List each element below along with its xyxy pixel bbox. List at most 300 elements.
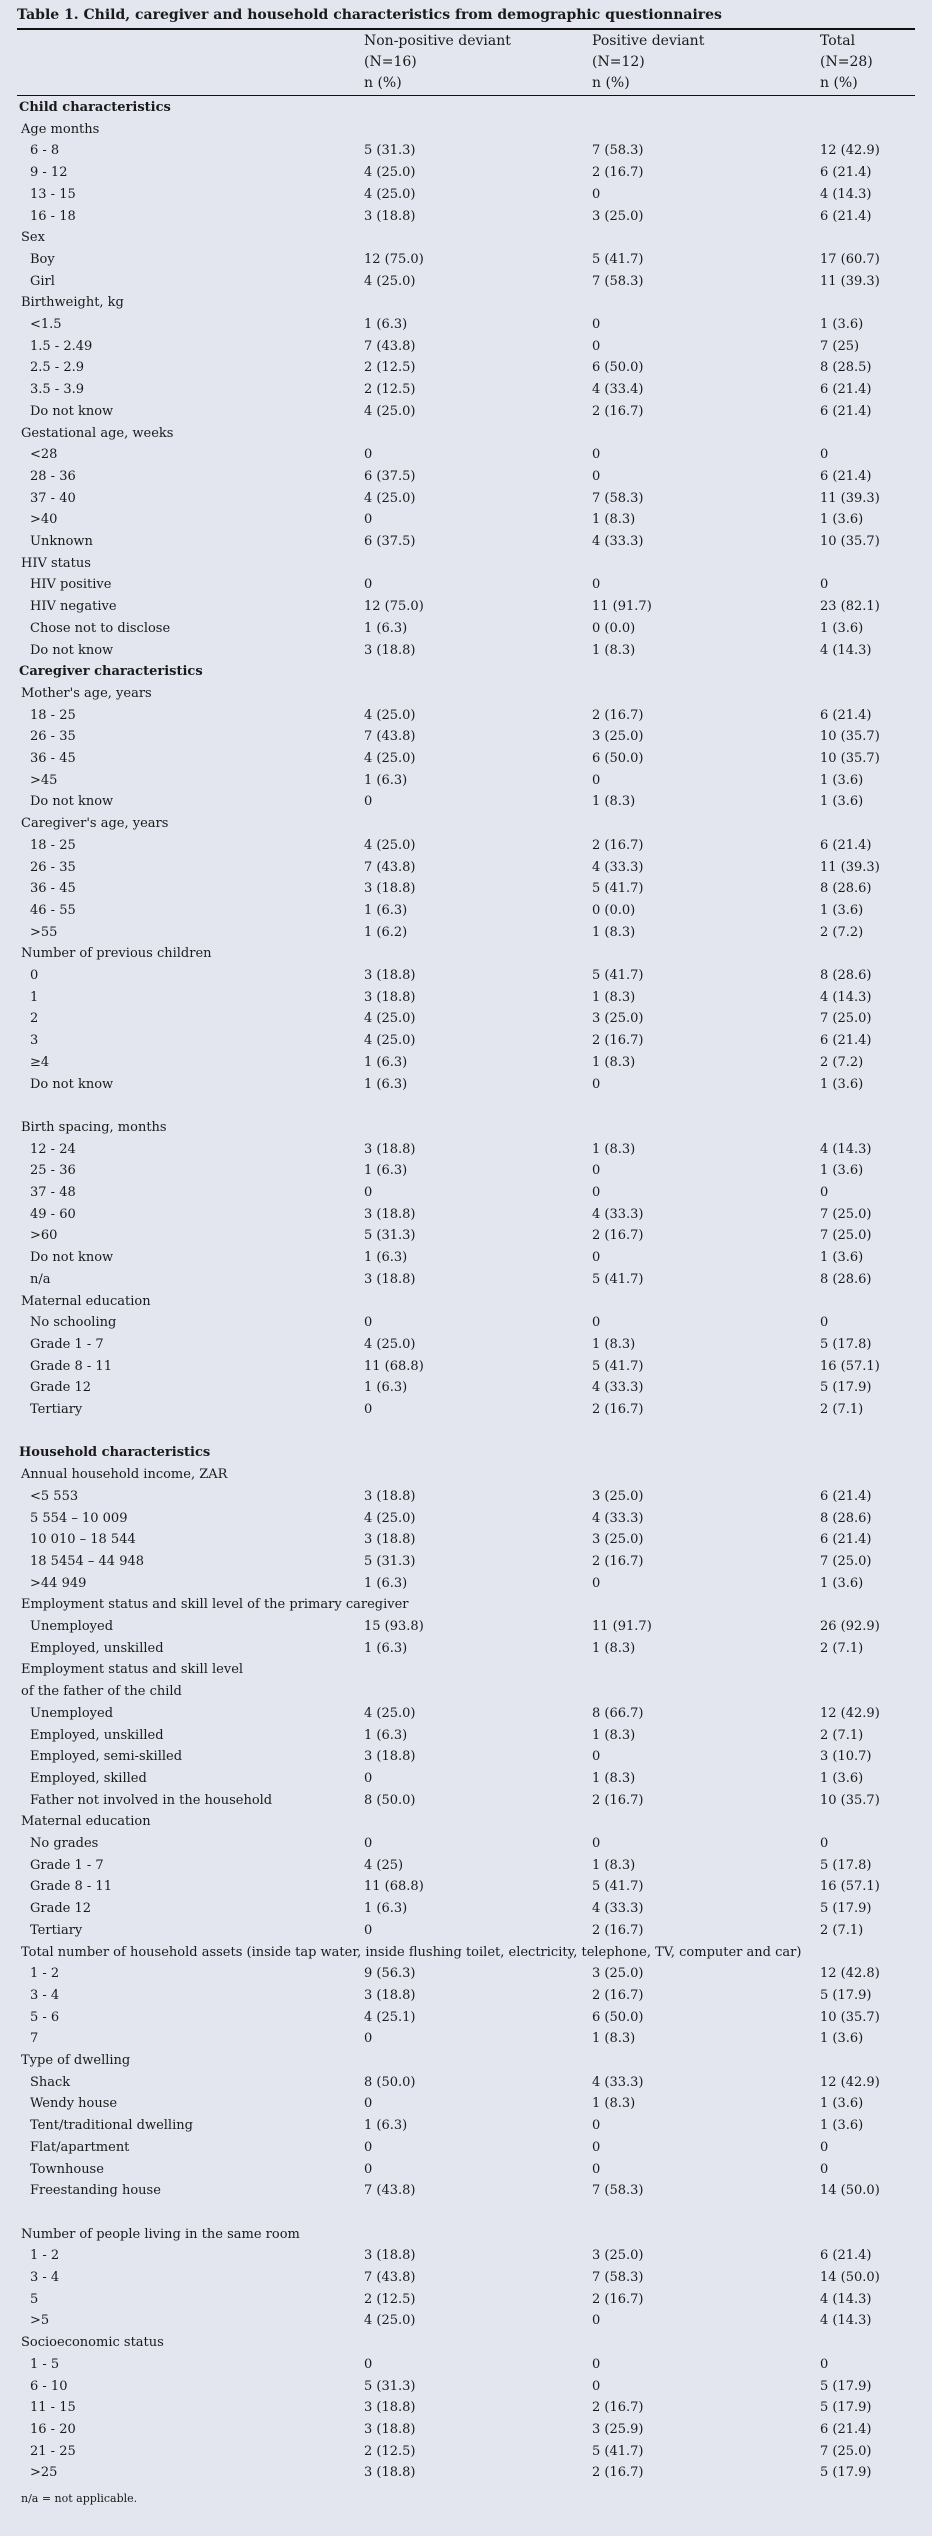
row-label: Do not know xyxy=(30,642,114,658)
non-positive-deviant-cell: 0 xyxy=(364,2161,373,2177)
table-row xyxy=(0,1963,932,1985)
row-label: 37 - 40 xyxy=(30,490,76,506)
non-positive-deviant-cell: 7 (43.8) xyxy=(364,338,416,354)
total-cell: 14 (50.0) xyxy=(820,2183,880,2199)
row-label: Total number of household assets (inside tap water, inside flushing toilet, electricity, telephone, TV, computer and car) xyxy=(21,1944,802,1960)
positive-deviant-cell: 0 xyxy=(592,338,601,354)
positive-deviant-cell: 0 xyxy=(592,1836,601,1851)
non-positive-deviant-cell: 1 (6.3) xyxy=(364,1054,408,1070)
non-positive-deviant-cell: 4 (25.0) xyxy=(364,751,416,766)
table-row xyxy=(0,184,932,206)
row-label: 3 xyxy=(30,1033,39,1049)
positive-deviant-cell: 2 (16.7) xyxy=(592,837,644,853)
table-row xyxy=(0,965,932,987)
total-cell: 26 (92.9) xyxy=(820,1619,880,1634)
total-cell: 5 (17.8) xyxy=(820,1336,872,1352)
table-row xyxy=(0,314,932,336)
table-row xyxy=(0,466,932,488)
row-label: Household characteristics xyxy=(19,1445,211,1461)
row-label: >44 949 xyxy=(30,1575,87,1591)
total-cell: 6 (21.4) xyxy=(820,1033,872,1049)
row-label: Freestanding house xyxy=(30,2183,161,2199)
non-positive-deviant-cell: 12 (75.0) xyxy=(364,599,424,615)
positive-deviant-cell: 0 xyxy=(592,2118,601,2134)
total-cell: 7 (25) xyxy=(820,338,860,354)
total-cell: 5 (17.9) xyxy=(820,2400,872,2416)
positive-deviant-cell: 1 (8.3) xyxy=(592,1727,636,1743)
total-cell: 7 (25.0) xyxy=(820,1011,872,1027)
non-positive-deviant-cell: 3 (18.8) xyxy=(364,989,416,1005)
total-cell: 6 (21.4) xyxy=(820,1488,872,1504)
positive-deviant-cell: 4 (33.3) xyxy=(592,1901,644,1917)
non-positive-deviant-cell: 1 (6.3) xyxy=(364,1640,408,1656)
category-heading-row xyxy=(0,683,932,705)
row-label: Grade 8 - 11 xyxy=(30,1358,112,1374)
table-row xyxy=(0,1703,932,1725)
category-heading-row xyxy=(0,1681,932,1703)
non-positive-deviant-cell: 4 (25.0) xyxy=(364,403,416,419)
non-positive-deviant-cell: 1 (6.3) xyxy=(364,1380,408,1396)
table-row xyxy=(0,401,932,423)
row-label: Employment status and skill level of the primary caregiver xyxy=(21,1597,409,1613)
positive-deviant-cell: 5 (41.7) xyxy=(592,881,644,897)
non-positive-deviant-cell: 1 (6.3) xyxy=(364,902,408,918)
table-row xyxy=(0,1898,932,1920)
total-cell: 11 (39.3) xyxy=(820,490,880,506)
row-label: Birth spacing, months xyxy=(21,1119,167,1135)
row-label: ≥4 xyxy=(30,1054,50,1070)
non-positive-deviant-cell: 5 (31.3) xyxy=(364,1553,416,1569)
row-label: No grades xyxy=(30,1836,99,1851)
row-label: Unknown xyxy=(30,534,93,549)
positive-deviant-cell: 0 xyxy=(592,2356,601,2372)
table-row xyxy=(0,878,932,900)
category-heading-row xyxy=(0,1659,932,1681)
positive-deviant-cell: 3 (25.0) xyxy=(592,1011,644,1027)
table-row xyxy=(0,1008,932,1030)
non-positive-deviant-cell: 3 (18.8) xyxy=(364,2421,416,2437)
total-cell: 5 (17.9) xyxy=(820,1987,872,2003)
non-positive-deviant-cell: 4 (25) xyxy=(364,1857,404,1873)
positive-deviant-cell: 0 xyxy=(592,1076,601,1092)
category-heading-row xyxy=(0,119,932,141)
non-positive-deviant-cell: 1 (6.2) xyxy=(364,924,408,940)
table-row xyxy=(0,1833,932,1855)
total-cell: 1 (3.6) xyxy=(820,512,864,528)
table-row xyxy=(0,2137,932,2159)
positive-deviant-cell: 0 (0.0) xyxy=(592,620,636,636)
non-positive-deviant-cell: 0 xyxy=(364,1770,373,1786)
table-row xyxy=(0,987,932,1009)
row-label: Grade 8 - 11 xyxy=(30,1879,112,1895)
non-positive-deviant-cell: 1 (6.3) xyxy=(364,1575,408,1591)
positive-deviant-cell: 5 (41.7) xyxy=(592,251,644,267)
row-label: Employed, unskilled xyxy=(30,1640,164,1656)
row-label: 2 xyxy=(30,1011,39,1027)
positive-deviant-cell: 1 (8.3) xyxy=(592,1770,636,1786)
total-cell: 2 (7.1) xyxy=(820,1640,864,1656)
positive-deviant-cell: 1 (8.3) xyxy=(592,1640,636,1656)
positive-deviant-cell: 0 xyxy=(592,1163,601,1179)
positive-deviant-cell: 2 (16.7) xyxy=(592,2291,644,2307)
positive-deviant-cell: 0 xyxy=(592,772,601,788)
category-heading-row xyxy=(0,1464,932,1486)
table-row xyxy=(0,726,932,748)
table-row xyxy=(0,206,932,228)
non-positive-deviant-cell: 3 (18.8) xyxy=(364,1987,416,2003)
non-positive-deviant-cell: 1 (6.3) xyxy=(364,317,408,332)
row-label: 36 - 45 xyxy=(30,751,76,766)
positive-deviant-cell: 2 (16.7) xyxy=(592,1553,644,1569)
total-cell: 10 (35.7) xyxy=(820,729,880,745)
table-row xyxy=(0,140,932,162)
row-label: Age months xyxy=(21,121,100,137)
total-cell: 0 xyxy=(820,1315,829,1331)
row-label: Grade 12 xyxy=(30,1380,92,1396)
row-label: 13 - 15 xyxy=(30,186,76,202)
table-row xyxy=(0,249,932,271)
row-label: 1 - 2 xyxy=(30,1966,60,1982)
total-cell: 1 (3.6) xyxy=(820,620,864,636)
table-row xyxy=(0,2180,932,2202)
positive-deviant-cell: 7 (58.3) xyxy=(592,490,644,506)
positive-deviant-cell: 1 (8.3) xyxy=(592,1857,636,1873)
row-label: >55 xyxy=(30,924,58,940)
non-positive-deviant-cell: 0 xyxy=(364,2139,373,2155)
non-positive-deviant-cell: 1 (6.3) xyxy=(364,1250,408,1266)
row-label: Employed, skilled xyxy=(30,1770,147,1786)
total-cell: 5 (17.9) xyxy=(820,1380,872,1396)
non-positive-deviant-cell: 2 (12.5) xyxy=(364,360,416,376)
column-header-3-count: (N=28) xyxy=(820,54,873,70)
total-cell: 12 (42.9) xyxy=(820,2074,880,2090)
non-positive-deviant-cell: 1 (6.3) xyxy=(364,2118,408,2134)
total-cell: 14 (50.0) xyxy=(820,2270,880,2285)
row-label: Unemployed xyxy=(30,1619,114,1634)
table-row xyxy=(0,1920,932,1942)
total-cell: 6 (21.4) xyxy=(820,1532,872,1548)
positive-deviant-cell: 1 (8.3) xyxy=(592,512,636,528)
total-cell: 7 (25.0) xyxy=(820,1228,872,1244)
total-cell: 12 (42.8) xyxy=(820,1966,880,1982)
positive-deviant-cell: 0 xyxy=(592,577,601,593)
column-header-1-count: (N=16) xyxy=(364,54,417,70)
positive-deviant-cell: 0 xyxy=(592,1575,601,1591)
table-row xyxy=(0,1182,932,1204)
non-positive-deviant-cell: 3 (18.8) xyxy=(364,2400,416,2416)
category-heading-row xyxy=(0,423,932,445)
non-positive-deviant-cell: 15 (93.8) xyxy=(364,1619,424,1634)
row-label: 2.5 - 2.9 xyxy=(30,360,85,376)
row-label: 36 - 45 xyxy=(30,881,76,897)
table-row xyxy=(0,2093,932,2115)
table-row xyxy=(0,1876,932,1898)
row-label: Grade 1 - 7 xyxy=(30,1857,104,1873)
positive-deviant-cell: 4 (33.3) xyxy=(592,1510,644,1526)
category-heading-row xyxy=(0,2224,932,2246)
row-label: Shack xyxy=(30,2074,71,2090)
positive-deviant-cell: 4 (33.3) xyxy=(592,1380,644,1396)
non-positive-deviant-cell: 0 xyxy=(364,794,373,810)
non-positive-deviant-cell: 3 (18.8) xyxy=(364,1532,416,1548)
category-heading-row xyxy=(0,227,932,249)
total-cell: 6 (21.4) xyxy=(820,208,872,224)
column-header-3-name: Total xyxy=(820,33,856,49)
non-positive-deviant-cell: 0 xyxy=(364,1402,373,1417)
row-label: 16 - 20 xyxy=(30,2421,76,2437)
total-cell: 1 (3.6) xyxy=(820,317,864,332)
row-label: 18 5454 – 44 948 xyxy=(30,1553,145,1569)
total-cell: 10 (35.7) xyxy=(820,1792,880,1808)
table-row xyxy=(0,1790,932,1812)
positive-deviant-cell: 1 (8.3) xyxy=(592,989,636,1005)
table-footnote: n/a = not applicable. xyxy=(21,2492,138,2505)
non-positive-deviant-cell: 5 (31.3) xyxy=(364,2378,416,2394)
row-label: 1 - 2 xyxy=(30,2248,60,2264)
positive-deviant-cell: 0 (0.0) xyxy=(592,902,636,918)
row-label: Mother's age, years xyxy=(21,685,152,701)
row-label: HIV positive xyxy=(30,577,112,593)
total-cell: 3 (10.7) xyxy=(820,1749,872,1765)
positive-deviant-cell: 0 xyxy=(592,2313,601,2329)
non-positive-deviant-cell: 4 (25.0) xyxy=(364,490,416,506)
non-positive-deviant-cell: 4 (25.0) xyxy=(364,1705,416,1721)
row-label: 7 xyxy=(30,2031,39,2047)
total-cell: 0 xyxy=(820,2139,829,2155)
non-positive-deviant-cell: 0 xyxy=(364,2096,373,2112)
positive-deviant-cell: 2 (16.7) xyxy=(592,707,644,723)
non-positive-deviant-cell: 4 (25.0) xyxy=(364,707,416,723)
table-row xyxy=(0,336,932,358)
non-positive-deviant-cell: 4 (25.0) xyxy=(364,165,416,181)
positive-deviant-cell: 4 (33.3) xyxy=(592,859,644,875)
category-heading-row xyxy=(0,553,932,575)
table-row xyxy=(0,1139,932,1161)
table-row xyxy=(0,922,932,944)
table-row xyxy=(0,162,932,184)
section-heading-row xyxy=(0,1442,932,1464)
table-row xyxy=(0,1573,932,1595)
section-heading-row xyxy=(0,97,932,119)
total-cell: 17 (60.7) xyxy=(820,251,880,267)
positive-deviant-cell: 2 (16.7) xyxy=(592,1987,644,2003)
non-positive-deviant-cell: 0 xyxy=(364,447,373,463)
table-row xyxy=(0,2159,932,2181)
row-label: Caregiver characteristics xyxy=(19,664,203,680)
row-label: <28 xyxy=(30,447,58,463)
positive-deviant-cell: 5 (41.7) xyxy=(592,1271,644,1287)
total-cell: 2 (7.2) xyxy=(820,924,864,940)
category-heading-row xyxy=(0,813,932,835)
positive-deviant-cell: 2 (16.7) xyxy=(592,1922,644,1938)
table-row xyxy=(0,596,932,618)
total-cell: 1 (3.6) xyxy=(820,794,864,810)
table-row xyxy=(0,705,932,727)
total-cell: 0 xyxy=(820,1836,829,1851)
row-label: 46 - 55 xyxy=(30,902,76,918)
non-positive-deviant-cell: 3 (18.8) xyxy=(364,2248,416,2264)
non-positive-deviant-cell: 11 (68.8) xyxy=(364,1879,424,1895)
table-row xyxy=(0,1160,932,1182)
table-row xyxy=(0,2376,932,2398)
row-label: Caregiver's age, years xyxy=(21,816,169,832)
positive-deviant-cell: 1 (8.3) xyxy=(592,2096,636,2112)
row-label: Gestational age, weeks xyxy=(21,425,174,441)
row-label: 12 - 24 xyxy=(30,1141,76,1157)
row-label: Employment status and skill level xyxy=(21,1662,244,1678)
total-cell: 4 (14.3) xyxy=(820,1141,872,1157)
total-cell: 6 (21.4) xyxy=(820,382,872,398)
non-positive-deviant-cell: 6 (37.5) xyxy=(364,534,416,549)
positive-deviant-cell: 2 (16.7) xyxy=(592,403,644,419)
total-cell: 11 (39.3) xyxy=(820,273,880,289)
table-row xyxy=(0,791,932,813)
table-row xyxy=(0,357,932,379)
table-row xyxy=(0,835,932,857)
non-positive-deviant-cell: 4 (25.0) xyxy=(364,273,416,289)
total-cell: 8 (28.5) xyxy=(820,360,872,376)
table-row xyxy=(0,2462,932,2484)
row-label: 10 010 – 18 544 xyxy=(30,1532,136,1548)
total-cell: 1 (3.6) xyxy=(820,2096,864,2112)
total-cell: 7 (25.0) xyxy=(820,2443,872,2459)
positive-deviant-cell: 0 xyxy=(592,447,601,463)
total-cell: 8 (28.6) xyxy=(820,968,872,983)
table-row xyxy=(0,1356,932,1378)
total-cell: 1 (3.6) xyxy=(820,2118,864,2134)
positive-deviant-cell: 4 (33.3) xyxy=(592,2074,644,2090)
row-label: Unemployed xyxy=(30,1705,114,1721)
row-label: 11 - 15 xyxy=(30,2400,76,2416)
table-row xyxy=(0,1247,932,1269)
non-positive-deviant-cell: 1 (6.3) xyxy=(364,1163,408,1179)
total-cell: 6 (21.4) xyxy=(820,165,872,181)
header-rule xyxy=(17,95,915,96)
positive-deviant-cell: 5 (41.7) xyxy=(592,1358,644,1374)
positive-deviant-cell: 3 (25.0) xyxy=(592,1488,644,1504)
column-header-3-unit: n (%) xyxy=(820,75,858,91)
table-row xyxy=(0,488,932,510)
non-positive-deviant-cell: 0 xyxy=(364,2031,373,2047)
row-label: Boy xyxy=(30,251,55,267)
non-positive-deviant-cell: 4 (25.0) xyxy=(364,837,416,853)
table-row xyxy=(0,1551,932,1573)
row-label: 25 - 36 xyxy=(30,1163,76,1179)
column-header-2-count: (N=12) xyxy=(592,54,645,70)
positive-deviant-cell: 2 (16.7) xyxy=(592,1228,644,1244)
non-positive-deviant-cell: 7 (43.8) xyxy=(364,2270,416,2285)
positive-deviant-cell: 1 (8.3) xyxy=(592,642,636,658)
table-row xyxy=(0,1529,932,1551)
table-row xyxy=(0,1725,932,1747)
non-positive-deviant-cell: 2 (12.5) xyxy=(364,2291,416,2307)
row-label: Socioeconomic status xyxy=(21,2335,164,2351)
total-cell: 0 xyxy=(820,447,829,463)
row-label: 9 - 12 xyxy=(30,165,68,181)
total-cell: 1 (3.6) xyxy=(820,902,864,918)
row-label: >5 xyxy=(30,2313,50,2329)
category-heading-row xyxy=(0,1291,932,1313)
row-label: Employed, unskilled xyxy=(30,1727,164,1743)
table-row xyxy=(0,2115,932,2137)
non-positive-deviant-cell: 0 xyxy=(364,2356,373,2372)
category-heading-row xyxy=(0,1942,932,1964)
positive-deviant-cell: 5 (41.7) xyxy=(592,1879,644,1895)
table-row xyxy=(0,640,932,662)
table-row xyxy=(0,2267,932,2289)
positive-deviant-cell: 4 (33.3) xyxy=(592,534,644,549)
non-positive-deviant-cell: 3 (18.8) xyxy=(364,1206,416,1222)
positive-deviant-cell: 1 (8.3) xyxy=(592,924,636,940)
table-row xyxy=(0,1768,932,1790)
row-label: Do not know xyxy=(30,1076,114,1092)
positive-deviant-cell: 4 (33.4) xyxy=(592,382,644,398)
row-label: Tertiary xyxy=(30,1922,83,1938)
table-row xyxy=(0,1204,932,1226)
table-row xyxy=(0,2028,932,2050)
non-positive-deviant-cell: 5 (31.3) xyxy=(364,143,416,159)
row-label: Grade 1 - 7 xyxy=(30,1336,104,1352)
non-positive-deviant-cell: 7 (43.8) xyxy=(364,859,416,875)
total-cell: 1 (3.6) xyxy=(820,1575,864,1591)
non-positive-deviant-cell: 7 (43.8) xyxy=(364,729,416,745)
row-label: 1 xyxy=(30,989,39,1005)
non-positive-deviant-cell: 1 (6.3) xyxy=(364,1727,408,1743)
spacer-row xyxy=(0,2202,932,2224)
row-label: Do not know xyxy=(30,403,114,419)
positive-deviant-cell: 8 (66.7) xyxy=(592,1705,644,1721)
total-cell: 2 (7.1) xyxy=(820,1727,864,1743)
row-label: 5 - 6 xyxy=(30,2009,60,2025)
total-cell: 11 (39.3) xyxy=(820,859,880,875)
total-cell: 6 (21.4) xyxy=(820,2248,872,2264)
row-label: Number of people living in the same room xyxy=(21,2226,300,2242)
non-positive-deviant-cell: 0 xyxy=(364,1836,373,1851)
column-header-1-name: Non-positive deviant xyxy=(364,33,511,49)
category-heading-row xyxy=(0,292,932,314)
positive-deviant-cell: 0 xyxy=(592,1749,601,1765)
column-header-1-unit: n (%) xyxy=(364,75,402,91)
table-row xyxy=(0,857,932,879)
row-label: Grade 12 xyxy=(30,1901,92,1917)
positive-deviant-cell: 11 (91.7) xyxy=(592,1619,652,1634)
non-positive-deviant-cell: 8 (50.0) xyxy=(364,2074,416,2090)
table-row xyxy=(0,1377,932,1399)
row-label: 28 - 36 xyxy=(30,468,76,484)
non-positive-deviant-cell: 4 (25.0) xyxy=(364,2313,416,2329)
row-label: 18 - 25 xyxy=(30,837,76,853)
row-label: Do not know xyxy=(30,794,114,810)
non-positive-deviant-cell: 3 (18.8) xyxy=(364,1271,416,1287)
total-cell: 10 (35.7) xyxy=(820,2009,880,2025)
total-cell: 2 (7.2) xyxy=(820,1054,864,1070)
total-cell: 5 (17.9) xyxy=(820,1901,872,1917)
table-row xyxy=(0,2289,932,2311)
table-row xyxy=(0,2441,932,2463)
row-label: No schooling xyxy=(30,1315,117,1331)
positive-deviant-cell: 4 (33.3) xyxy=(592,1206,644,1222)
category-heading-row xyxy=(0,943,932,965)
total-cell: 6 (21.4) xyxy=(820,403,872,419)
total-cell: 8 (28.6) xyxy=(820,1510,872,1526)
positive-deviant-cell: 0 xyxy=(592,2139,601,2155)
non-positive-deviant-cell: 3 (18.8) xyxy=(364,208,416,224)
positive-deviant-cell: 0 xyxy=(592,317,601,332)
non-positive-deviant-cell: 1 (6.3) xyxy=(364,1901,408,1917)
table-row xyxy=(0,1855,932,1877)
category-heading-row xyxy=(0,1594,932,1616)
positive-deviant-cell: 6 (50.0) xyxy=(592,751,644,766)
